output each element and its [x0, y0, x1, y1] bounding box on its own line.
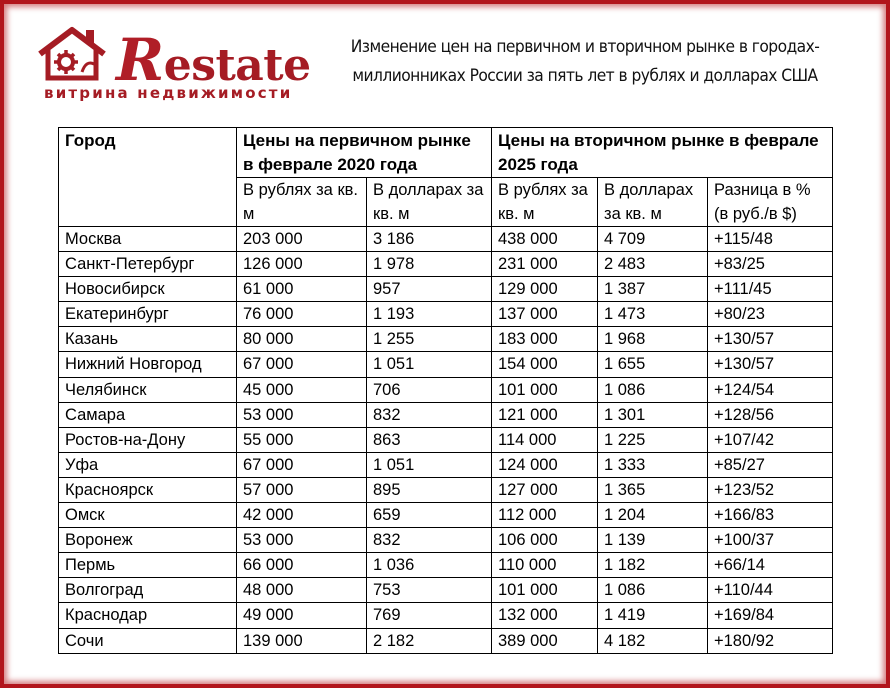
cell-secondary-usd: 1 301	[598, 402, 708, 427]
cell-secondary-rub: 106 000	[492, 528, 598, 553]
header-secondary-usd: В долларах за кв. м	[598, 178, 708, 227]
table-row	[59, 302, 833, 327]
cell-city: Красноярск	[59, 477, 237, 502]
cell-city: Омск	[59, 503, 237, 528]
cell-secondary-usd: 1 968	[598, 327, 708, 352]
cell-primary-rub: 48 000	[237, 578, 367, 603]
cell-secondary-rub: 129 000	[492, 277, 598, 302]
cell-primary-rub: 55 000	[237, 427, 367, 452]
table-row	[59, 603, 833, 628]
cell-city: Пермь	[59, 553, 237, 578]
header-secondary-rub: В рублях за кв. м	[492, 178, 598, 227]
cell-difference: +166/83	[708, 503, 833, 528]
cell-primary-usd: 1 051	[367, 352, 492, 377]
cell-secondary-usd: 1 086	[598, 578, 708, 603]
cell-primary-usd: 957	[367, 277, 492, 302]
cell-city: Волгоград	[59, 578, 237, 603]
cell-difference: +130/57	[708, 352, 833, 377]
cell-difference: +124/54	[708, 377, 833, 402]
house-gear-icon	[36, 26, 112, 82]
cell-city: Казань	[59, 327, 237, 352]
cell-primary-rub: 57 000	[237, 477, 367, 502]
cell-secondary-rub: 137 000	[492, 302, 598, 327]
table-row	[59, 452, 833, 477]
cell-primary-usd: 895	[367, 477, 492, 502]
header-city: Город	[59, 128, 237, 227]
cell-difference: +80/23	[708, 302, 833, 327]
table-row	[59, 528, 833, 553]
cell-primary-usd: 753	[367, 578, 492, 603]
brand-tagline: витрина недвижимости	[44, 84, 293, 102]
header-primary-market: Цены на первичном рынке в феврале 2020 года	[237, 128, 492, 178]
cell-secondary-rub: 389 000	[492, 628, 598, 653]
table-row	[59, 427, 833, 452]
cell-secondary-rub: 231 000	[492, 252, 598, 277]
cell-primary-usd: 769	[367, 603, 492, 628]
cell-primary-usd: 1 193	[367, 302, 492, 327]
cell-difference: +83/25	[708, 252, 833, 277]
cell-secondary-usd: 4 709	[598, 227, 708, 252]
table-row	[59, 277, 833, 302]
cell-secondary-usd: 1 086	[598, 377, 708, 402]
cell-secondary-rub: 121 000	[492, 402, 598, 427]
cell-difference: +115/48	[708, 227, 833, 252]
cell-difference: +100/37	[708, 528, 833, 553]
restate-logo	[30, 20, 311, 110]
cell-primary-rub: 49 000	[237, 603, 367, 628]
cell-difference: +180/92	[708, 628, 833, 653]
cell-secondary-usd: 2 483	[598, 252, 708, 277]
cell-difference: +66/14	[708, 553, 833, 578]
price-table	[58, 127, 833, 654]
cell-secondary-rub: 183 000	[492, 327, 598, 352]
cell-difference: +107/42	[708, 427, 833, 452]
cell-primary-rub: 76 000	[237, 302, 367, 327]
cell-difference: +110/44	[708, 578, 833, 603]
cell-primary-rub: 80 000	[237, 327, 367, 352]
table-row	[59, 402, 833, 427]
cell-secondary-rub: 101 000	[492, 377, 598, 402]
cell-secondary-usd: 1 182	[598, 553, 708, 578]
brand-initial: R	[116, 26, 164, 94]
cell-difference: +111/45	[708, 277, 833, 302]
cell-secondary-rub: 154 000	[492, 352, 598, 377]
cell-difference: +169/84	[708, 603, 833, 628]
cell-city: Нижний Новгород	[59, 352, 237, 377]
cell-primary-usd: 832	[367, 402, 492, 427]
header-primary-rub: В рублях за кв. м	[237, 178, 367, 227]
header-row-groups	[59, 128, 833, 178]
cell-city: Новосибирск	[59, 277, 237, 302]
cell-city: Самара	[59, 402, 237, 427]
cell-difference: +85/27	[708, 452, 833, 477]
cell-city: Уфа	[59, 452, 237, 477]
table-row	[59, 252, 833, 277]
cell-city: Краснодар	[59, 603, 237, 628]
cell-primary-rub: 53 000	[237, 528, 367, 553]
cell-primary-usd: 832	[367, 528, 492, 553]
cell-primary-rub: 45 000	[237, 377, 367, 402]
cell-primary-usd: 1 051	[367, 452, 492, 477]
header-secondary-market: Цены на вторичном рынке в феврале 2025 года	[492, 128, 833, 178]
cell-secondary-usd: 4 182	[598, 628, 708, 653]
table-row	[59, 503, 833, 528]
cell-primary-rub: 126 000	[237, 252, 367, 277]
cell-city: Санкт-Петербург	[59, 252, 237, 277]
cell-primary-usd: 1 978	[367, 252, 492, 277]
cell-secondary-rub: 124 000	[492, 452, 598, 477]
cell-primary-rub: 66 000	[237, 553, 367, 578]
cell-secondary-usd: 1 225	[598, 427, 708, 452]
header-primary-usd: В долларах за кв. м	[367, 178, 492, 227]
cell-primary-rub: 67 000	[237, 352, 367, 377]
cell-secondary-usd: 1 387	[598, 277, 708, 302]
cell-difference: +123/52	[708, 477, 833, 502]
cell-secondary-usd: 1 473	[598, 302, 708, 327]
cell-city: Москва	[59, 227, 237, 252]
cell-secondary-rub: 101 000	[492, 578, 598, 603]
table-row	[59, 553, 833, 578]
cell-primary-usd: 706	[367, 377, 492, 402]
cell-secondary-rub: 438 000	[492, 227, 598, 252]
cell-secondary-rub: 127 000	[492, 477, 598, 502]
cell-city: Челябинск	[59, 377, 237, 402]
cell-primary-usd: 659	[367, 503, 492, 528]
cell-secondary-usd: 1 139	[598, 528, 708, 553]
cell-primary-rub: 42 000	[237, 503, 367, 528]
cell-secondary-rub: 112 000	[492, 503, 598, 528]
page-title	[345, 32, 824, 90]
cell-secondary-usd: 1 655	[598, 352, 708, 377]
table-row	[59, 477, 833, 502]
table-row	[59, 227, 833, 252]
table-row	[59, 327, 833, 352]
cell-secondary-usd: 1 204	[598, 503, 708, 528]
cell-primary-rub: 53 000	[237, 402, 367, 427]
title-line-2: миллионниках России за пять лет в рублях и долларах США	[352, 66, 818, 85]
cell-city: Ростов-на-Дону	[59, 427, 237, 452]
table-row	[59, 377, 833, 402]
table-row	[59, 628, 833, 653]
brand-rest: estate	[163, 40, 311, 91]
cell-secondary-rub: 132 000	[492, 603, 598, 628]
cell-primary-usd: 3 186	[367, 227, 492, 252]
cell-secondary-usd: 1 419	[598, 603, 708, 628]
cell-primary-usd: 1 255	[367, 327, 492, 352]
table-row	[59, 578, 833, 603]
header-difference: Разница в % (в руб./в $)	[708, 178, 833, 227]
cell-city: Сочи	[59, 628, 237, 653]
title-line-1: Изменение цен на первичном и вторичном рынке в городах-	[350, 37, 820, 56]
cell-secondary-usd: 1 365	[598, 477, 708, 502]
cell-primary-rub: 203 000	[237, 227, 367, 252]
cell-difference: +130/57	[708, 327, 833, 352]
cell-primary-usd: 2 182	[367, 628, 492, 653]
cell-difference: +128/56	[708, 402, 833, 427]
cell-secondary-rub: 114 000	[492, 427, 598, 452]
cell-city: Екатеринбург	[59, 302, 237, 327]
cell-primary-rub: 67 000	[237, 452, 367, 477]
cell-primary-rub: 139 000	[237, 628, 367, 653]
cell-primary-usd: 1 036	[367, 553, 492, 578]
table-row	[59, 352, 833, 377]
cell-city: Воронеж	[59, 528, 237, 553]
cell-primary-usd: 863	[367, 427, 492, 452]
cell-primary-rub: 61 000	[237, 277, 367, 302]
cell-secondary-usd: 1 333	[598, 452, 708, 477]
cell-secondary-rub: 110 000	[492, 553, 598, 578]
